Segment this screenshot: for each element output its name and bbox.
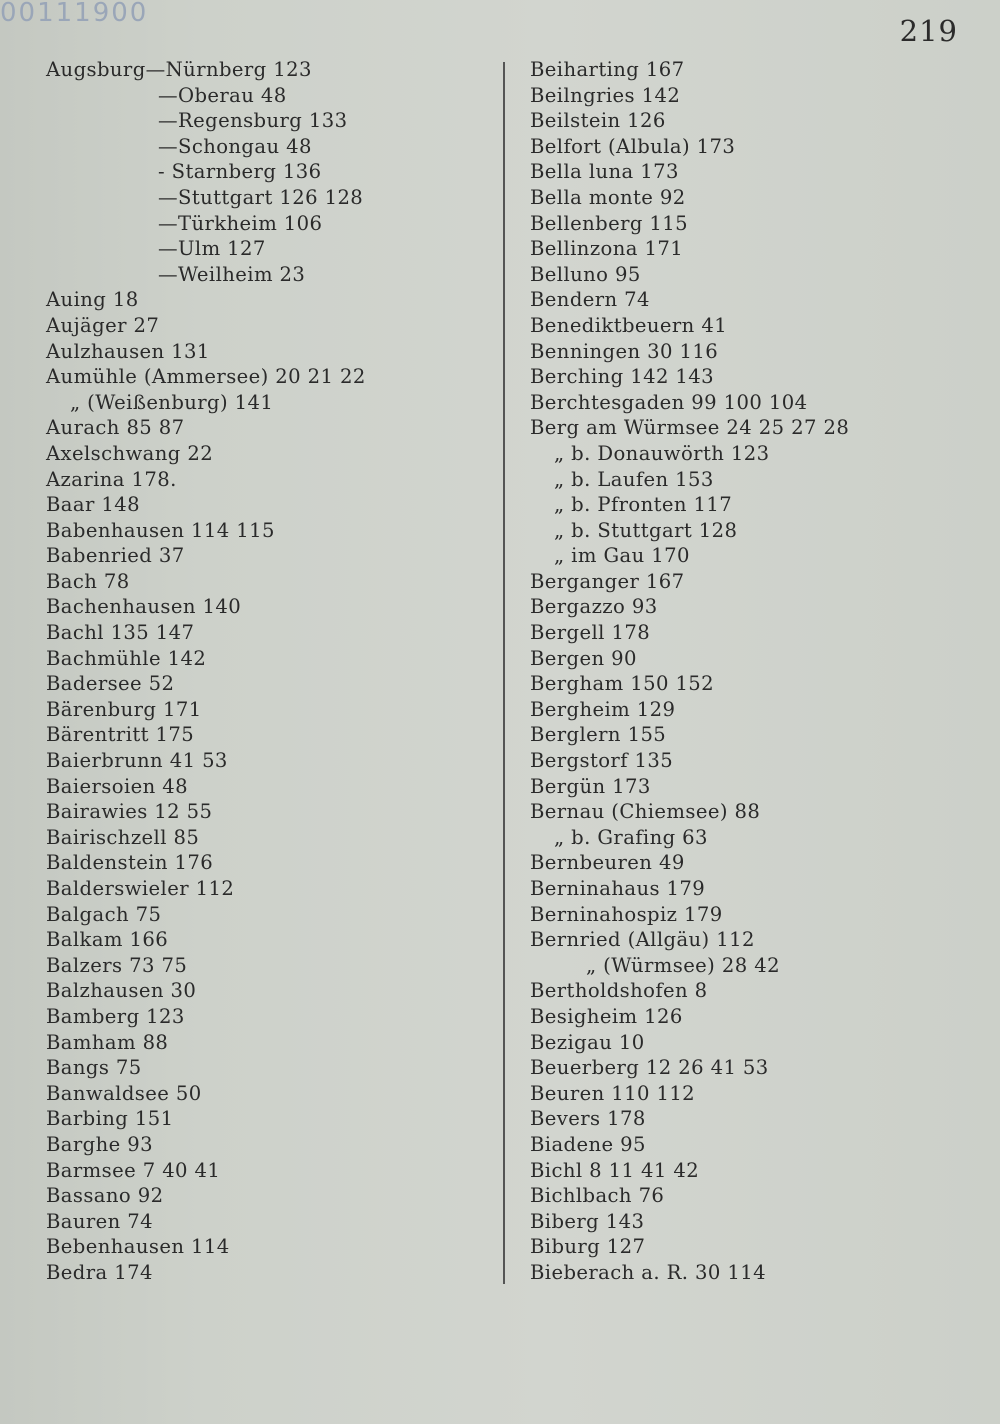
index-entry: Bebenhausen 114 [46,1235,230,1259]
index-entry: Belluno 95 [530,262,641,286]
index-entry: Bärenburg 171 [46,697,202,721]
index-entry: Berchtesgaden 99 100 104 [530,390,808,414]
index-entry: Aurach 85 87 [46,416,185,440]
index-entry: —Schongau 48 [158,134,312,158]
index-entry: Beilstein 126 [530,109,666,133]
index-entry: Bellinzona 171 [530,237,684,261]
index-entry: Baiersoien 48 [46,774,189,798]
index-entry: „ b. Pfronten 117 [554,493,733,517]
index-entry: Bella luna 173 [530,160,679,184]
index-entry: Bergün 173 [530,774,651,798]
index-entry: Besigheim 126 [530,1004,683,1028]
index-entry: Augsburg—Nürnberg 123 [46,58,312,81]
index-entry: Barghe 93 [46,1132,153,1156]
index-column-left [46,57,366,1286]
index-entry: Bergazzo 93 [530,595,658,619]
index-entry: - Starnberg 136 [158,160,322,184]
index-entry: Bauren 74 [46,1209,154,1233]
index-column-right [530,57,849,1286]
index-entry: „ b. Stuttgart 128 [554,518,738,542]
index-entry: Berganger 167 [530,569,685,593]
index-entry: Bamham 88 [46,1030,169,1054]
index-entry: Berching 142 143 [530,365,715,389]
index-entry: —Ulm 127 [158,237,266,261]
index-entry: Beilngries 142 [530,83,681,107]
index-entry: Bevers 178 [530,1107,646,1131]
column-divider [503,62,505,1284]
index-entry: Bärentritt 175 [46,723,195,747]
index-entry: —Stuttgart 126 128 [158,185,364,209]
index-entry: Babenhausen 114 115 [46,518,275,542]
index-entry: Beuren 110 112 [530,1081,696,1105]
index-entry: Bachl 135 147 [46,621,195,645]
index-entry: Axelschwang 22 [46,441,214,465]
index-entry: Bachmühle 142 [46,646,207,670]
index-entry: Bernau (Chiemsee) 88 [530,800,761,824]
index-entry: „ b. Laufen 153 [554,467,714,491]
index-entry: Balzhausen 30 [46,979,197,1003]
scan-mark: 00111900 [0,0,149,28]
index-entry: Bangs 75 [46,1056,142,1080]
index-entry: Bairischzell 85 [46,825,200,849]
index-entry: Bachenhausen 140 [46,595,242,619]
index-entry: Barmsee 7 40 41 [46,1158,221,1182]
index-entry: —Türkheim 106 [158,211,323,235]
index-entry: „ (Würmsee) 28 42 [586,953,780,977]
index-entry: Beiharting 167 [530,58,685,81]
index-entry: Aulzhausen 131 [46,339,210,363]
index-entry: Bassano 92 [46,1184,164,1208]
index-entry: „ (Weißenburg) 141 [70,390,274,414]
index-entry: „ im Gau 170 [554,544,690,568]
index-entry: „ b. Donauwörth 123 [554,441,770,465]
index-entry: Banwaldsee 50 [46,1081,202,1105]
index-entry: Aumühle (Ammersee) 20 21 22 [46,365,366,389]
index-entry: Barbing 151 [46,1107,174,1131]
index-entry: Balderswieler 112 [46,877,235,900]
index-entry: Bairawies 12 55 [46,800,213,824]
index-entry: „ b. Grafing 63 [554,825,708,849]
index-entry: Bergheim 129 [530,697,676,721]
index-entry: Bezigau 10 [530,1030,645,1054]
index-entry: Aujäger 27 [46,313,160,337]
index-entry: Balkam 166 [46,928,169,952]
index-entry: Bichlbach 76 [530,1184,665,1208]
index-entry: Biberg 143 [530,1209,645,1233]
index-entry: Bergstorf 135 [530,749,674,773]
index-entry: Balgach 75 [46,902,162,926]
index-entry: Badersee 52 [46,672,175,696]
index-entry: Bernbeuren 49 [530,851,685,875]
index-entry: Bella monte 92 [530,185,686,209]
index-entry: Baierbrunn 41 53 [46,749,228,773]
index-entry: Bach 78 [46,569,130,593]
index-entry: Benediktbeuern 41 [530,313,728,337]
index-entry: —Weilheim 23 [158,262,306,286]
index-entry: Baar 148 [46,493,140,517]
index-entry: —Regensburg 133 [158,109,348,133]
index-entry: Biadene 95 [530,1132,646,1156]
index-entry: Belfort (Albula) 173 [530,134,736,158]
index-entry: —Oberau 48 [158,83,287,107]
index-entry: Bellenberg 115 [530,211,689,235]
index-entry: Berninahospiz 179 [530,902,723,926]
index-entry: Bertholdshofen 8 [530,979,708,1003]
index-entry: Benningen 30 116 [530,339,719,363]
index-entry: Bendern 74 [530,288,650,312]
index-entry: Baldenstein 176 [46,851,214,875]
index-entry: Berninahaus 179 [530,877,706,900]
index-entry: Bergham 150 152 [530,672,715,696]
index-entry: Berglern 155 [530,723,667,747]
index-entry: Bernried (Allgäu) 112 [530,928,755,952]
index-entry: Auing 18 [46,288,139,312]
index-entry: Bergell 178 [530,621,651,645]
index-entry: Babenried 37 [46,544,185,568]
index-entry: Bieberach a. R. 30 114 [530,1260,766,1284]
index-entry: Balzers 73 75 [46,953,188,977]
index-entry: Bedra 174 [46,1260,153,1284]
index-entry: Biburg 127 [530,1235,646,1259]
index-entry: Azarina 178. [46,467,177,491]
index-entry: Beuerberg 12 26 41 53 [530,1056,769,1080]
index-entry: Berg am Würmsee 24 25 27 28 [530,416,850,440]
index-entry: Bamberg 123 [46,1004,185,1028]
index-entry: Bergen 90 [530,646,637,670]
index-entry: Bichl 8 11 41 42 [530,1158,700,1182]
page-number: 219 [899,14,958,48]
